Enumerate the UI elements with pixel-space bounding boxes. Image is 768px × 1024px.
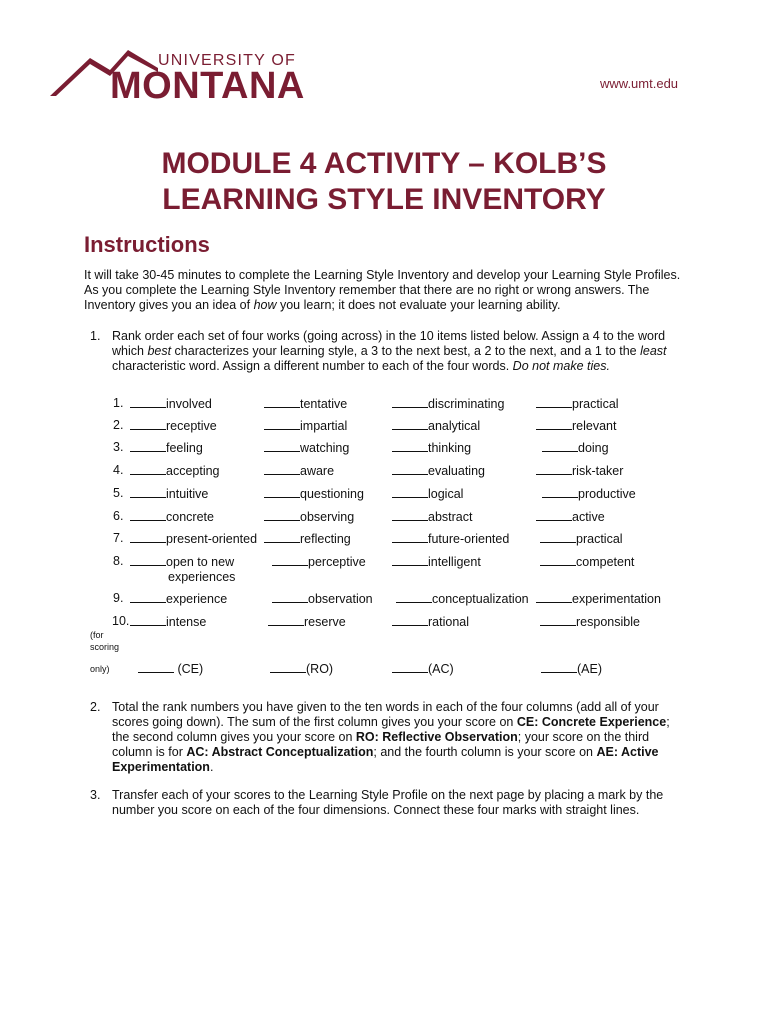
item-10-word-1[interactable] [130,614,206,630]
step-2-text-c: ; the second column gives you your score on [112,715,670,744]
instructions-heading: Instructions [84,232,210,257]
item-2-word-3[interactable] [392,418,480,434]
word-label: intuitive [166,487,209,501]
word-label: involved [166,397,212,411]
score-ae-label: (AE) [577,662,602,676]
item-2-word-2[interactable] [264,418,347,434]
word-label: abstract [428,510,473,524]
word-label: intense [166,615,207,629]
university-logo [48,48,308,107]
website-link[interactable]: www.umt.edu [600,76,679,91]
rank-blank[interactable] [536,591,572,603]
word-label: intelligent [428,555,481,569]
word-label: discriminating [428,397,505,411]
step-2-ac: AC: Abstract Conceptualization [186,745,374,759]
rank-blank[interactable] [540,614,576,626]
item-4-word-4[interactable] [536,463,623,479]
word-label: practical [576,532,623,546]
step-2-number: 2. [90,700,101,714]
item-5-word-4[interactable] [542,486,636,502]
word-label: competent [576,555,635,569]
step-2-ro: RO: Reflective Observation [355,730,518,744]
word-label-continued: experiences [168,570,236,584]
step-1-text-c: characterizes your learning style, a 3 to the next best, a 2 to the next, and a 1 to the [171,344,641,358]
item-6-word-3[interactable] [392,509,472,525]
item-7-word-1[interactable] [130,531,257,547]
item-8-word-1[interactable] [130,554,235,585]
rank-blank[interactable] [392,440,428,452]
intro-text-1: It will take 30-45 minutes to complete the Learning Style Inventory and develop your Learning Style Profiles. As you complete the Learning Style Inventory remember that there are no right or wrong answers. The Inventory gives you an idea of [84,268,681,312]
rank-blank[interactable] [536,463,572,475]
rank-blank[interactable] [272,554,308,566]
word-label: doing [578,441,609,455]
item-number: 8. [113,554,124,568]
step-2-text-a: Total the rank numbers you have given to the ten words in each of the four columns (add all of your scores going down). The sum of the first column gives you your score on [112,700,659,729]
step-2-ce: CE: Concrete Experience [516,715,667,729]
score-ro-label: (RO) [306,662,334,676]
rank-blank[interactable] [392,418,428,430]
item-2-word-4[interactable] [536,418,616,434]
title-line-1: MODULE 4 ACTIVITY – KOLB’S [161,147,607,180]
item-7-word-2[interactable] [264,531,351,547]
item-1-word-1[interactable] [130,396,212,412]
intro-italic: how [253,298,277,312]
step-3-number: 3. [90,788,101,802]
word-label: tentative [300,397,348,411]
word-label: practical [572,397,619,411]
word-label: thinking [428,441,472,455]
word-label: open to new [166,555,235,569]
item-6-word-4[interactable] [536,509,605,525]
intro-paragraph [84,268,684,313]
item-5-word-3[interactable] [392,486,463,502]
item-4-word-2[interactable] [264,463,334,479]
item-3-word-3[interactable] [392,440,471,456]
rank-blank[interactable] [536,509,572,521]
word-label: evaluating [428,464,485,478]
item-9-word-1[interactable] [130,591,227,607]
rank-blank[interactable] [130,509,166,521]
step-1-italic-best: best [147,344,172,358]
word-label: experimentation [572,592,661,606]
item-4-word-1[interactable] [130,463,220,479]
word-label: observation [308,592,373,606]
item-3-word-1[interactable] [130,440,203,456]
scoring-note [90,629,119,675]
score-ac-label: (AC) [428,662,454,676]
rank-blank[interactable] [272,591,308,603]
rank-blank[interactable] [392,486,428,498]
logo-montana-text: MONTANA [110,65,305,107]
rank-blank[interactable] [264,531,300,543]
item-1-word-3[interactable] [392,396,504,412]
rank-blank[interactable] [130,463,166,475]
word-label: rational [428,615,469,629]
step-2-text-i: . [209,760,214,774]
item-number: 9. [113,591,124,605]
word-label: receptive [166,419,217,433]
rank-blank[interactable] [542,440,578,452]
rank-blank[interactable] [264,463,300,475]
word-label: reflecting [300,532,351,546]
scoring-note-line-1: (for [90,630,104,640]
rank-blank[interactable] [130,440,166,452]
item-6-word-2[interactable] [264,509,354,525]
rank-blank[interactable] [130,396,166,408]
item-5-word-1[interactable] [130,486,208,502]
step-3-text: Transfer each of your scores to the Learning Style Profile on the next page by placing a mark by the number you score on each of the four dimensions. Connect these four marks with straight lines. [112,788,664,817]
word-label: relevant [572,419,617,433]
word-label: impartial [300,419,348,433]
word-label: aware [300,464,335,478]
rank-blank[interactable] [264,486,300,498]
score-ac[interactable] [392,661,454,677]
step-2-text-g: ; and the fourth column is your score on [373,745,597,759]
rank-blank[interactable] [264,440,300,452]
word-label: risk-taker [572,464,624,478]
scoring-note-line-2: scoring [90,642,120,652]
word-label: logical [428,487,464,501]
rank-blank[interactable] [540,554,576,566]
rank-blank[interactable] [392,396,428,408]
item-9-word-3[interactable] [396,591,529,607]
item-number: 1. [113,396,124,410]
score-ce[interactable] [138,661,203,677]
step-1-italic-noties: Do not make ties. [512,359,610,373]
item-10-word-2[interactable] [268,614,346,630]
rank-blank[interactable] [268,614,304,626]
item-number: 10. [112,614,130,628]
step-2-text-e: ; your score on the third column is for [112,730,650,759]
word-label: questioning [300,487,364,501]
intro-text-2: you learn; it does not evaluate your learning ability. [276,298,561,312]
word-label: present-oriented [166,532,258,546]
rank-blank[interactable] [536,396,572,408]
rank-blank[interactable] [542,486,578,498]
rank-blank[interactable] [264,418,300,430]
word-label: observing [300,510,355,524]
word-label: active [572,510,605,524]
item-1-word-2[interactable] [264,396,347,412]
rank-blank[interactable] [264,396,300,408]
word-label: accepting [166,464,220,478]
word-label: concrete [166,510,214,524]
word-label: experience [166,592,228,606]
step-1-text-a: Rank order each set of four works (going across) in the 10 items listed below. Assign a 4 to the word which [112,329,666,358]
item-10-word-3[interactable] [392,614,469,630]
item-6-word-1[interactable] [130,509,214,525]
step-1-italic-least: least [640,344,667,358]
rank-blank[interactable] [392,463,428,475]
rank-blank[interactable] [540,531,576,543]
word-label: productive [578,487,636,501]
word-label: reserve [304,615,346,629]
word-label: perceptive [308,555,366,569]
rank-blank[interactable] [130,531,166,543]
step-1-number: 1. [90,329,101,343]
word-label: conceptualization [432,592,529,606]
item-number: 3. [113,440,124,454]
score-ro[interactable] [270,661,333,677]
title-line-2: LEARNING STYLE INVENTORY [162,183,606,216]
item-9-word-4[interactable] [536,591,661,607]
rank-blank[interactable] [392,509,428,521]
score-ae[interactable] [541,661,602,677]
page-title [0,146,768,218]
logo-university-text: UNIVERSITY OF [158,52,296,69]
score-ce-label: (CE) [177,662,204,676]
rank-blank[interactable] [130,614,166,626]
scoring-note-line-3: only) [90,664,110,674]
rank-blank[interactable] [130,591,166,603]
rank-blank[interactable] [392,614,428,626]
item-10-word-4[interactable] [540,614,640,630]
item-2-word-1[interactable] [130,418,217,434]
item-4-word-3[interactable] [392,463,485,479]
item-7-word-4[interactable] [540,531,623,547]
item-8-word-2[interactable] [272,554,366,570]
item-8-word-4[interactable] [540,554,634,570]
word-label: watching [300,441,350,455]
item-number: 5. [113,486,124,500]
word-label: analytical [428,419,481,433]
step-3-instructions [90,788,680,818]
item-3-word-2[interactable] [264,440,349,456]
rank-blank[interactable] [130,486,166,498]
item-3-word-4[interactable] [542,440,609,456]
item-8-word-3[interactable] [392,554,481,570]
rank-blank[interactable] [392,554,428,566]
rank-blank[interactable] [392,531,428,543]
item-1-word-4[interactable] [536,396,619,412]
item-number: 2. [113,418,124,432]
item-number: 7. [113,531,124,545]
step-2-ae: AE: Active Experimentation [112,745,659,774]
word-label: responsible [576,615,640,629]
item-number: 6. [113,509,124,523]
rank-blank[interactable] [396,591,432,603]
word-label: feeling [166,441,203,455]
rank-blank[interactable] [130,418,166,430]
step-2-instructions [90,700,680,775]
step-1-instructions [90,329,680,374]
rank-blank[interactable] [130,554,166,566]
item-7-word-3[interactable] [392,531,509,547]
item-number: 4. [113,463,124,477]
item-5-word-2[interactable] [264,486,364,502]
rank-blank[interactable] [536,418,572,430]
rank-blank[interactable] [264,509,300,521]
step-1-text-e: characteristic word. Assign a different number to each of the four words. [112,359,513,373]
word-label: future-oriented [428,532,510,546]
item-9-word-2[interactable] [272,591,373,607]
